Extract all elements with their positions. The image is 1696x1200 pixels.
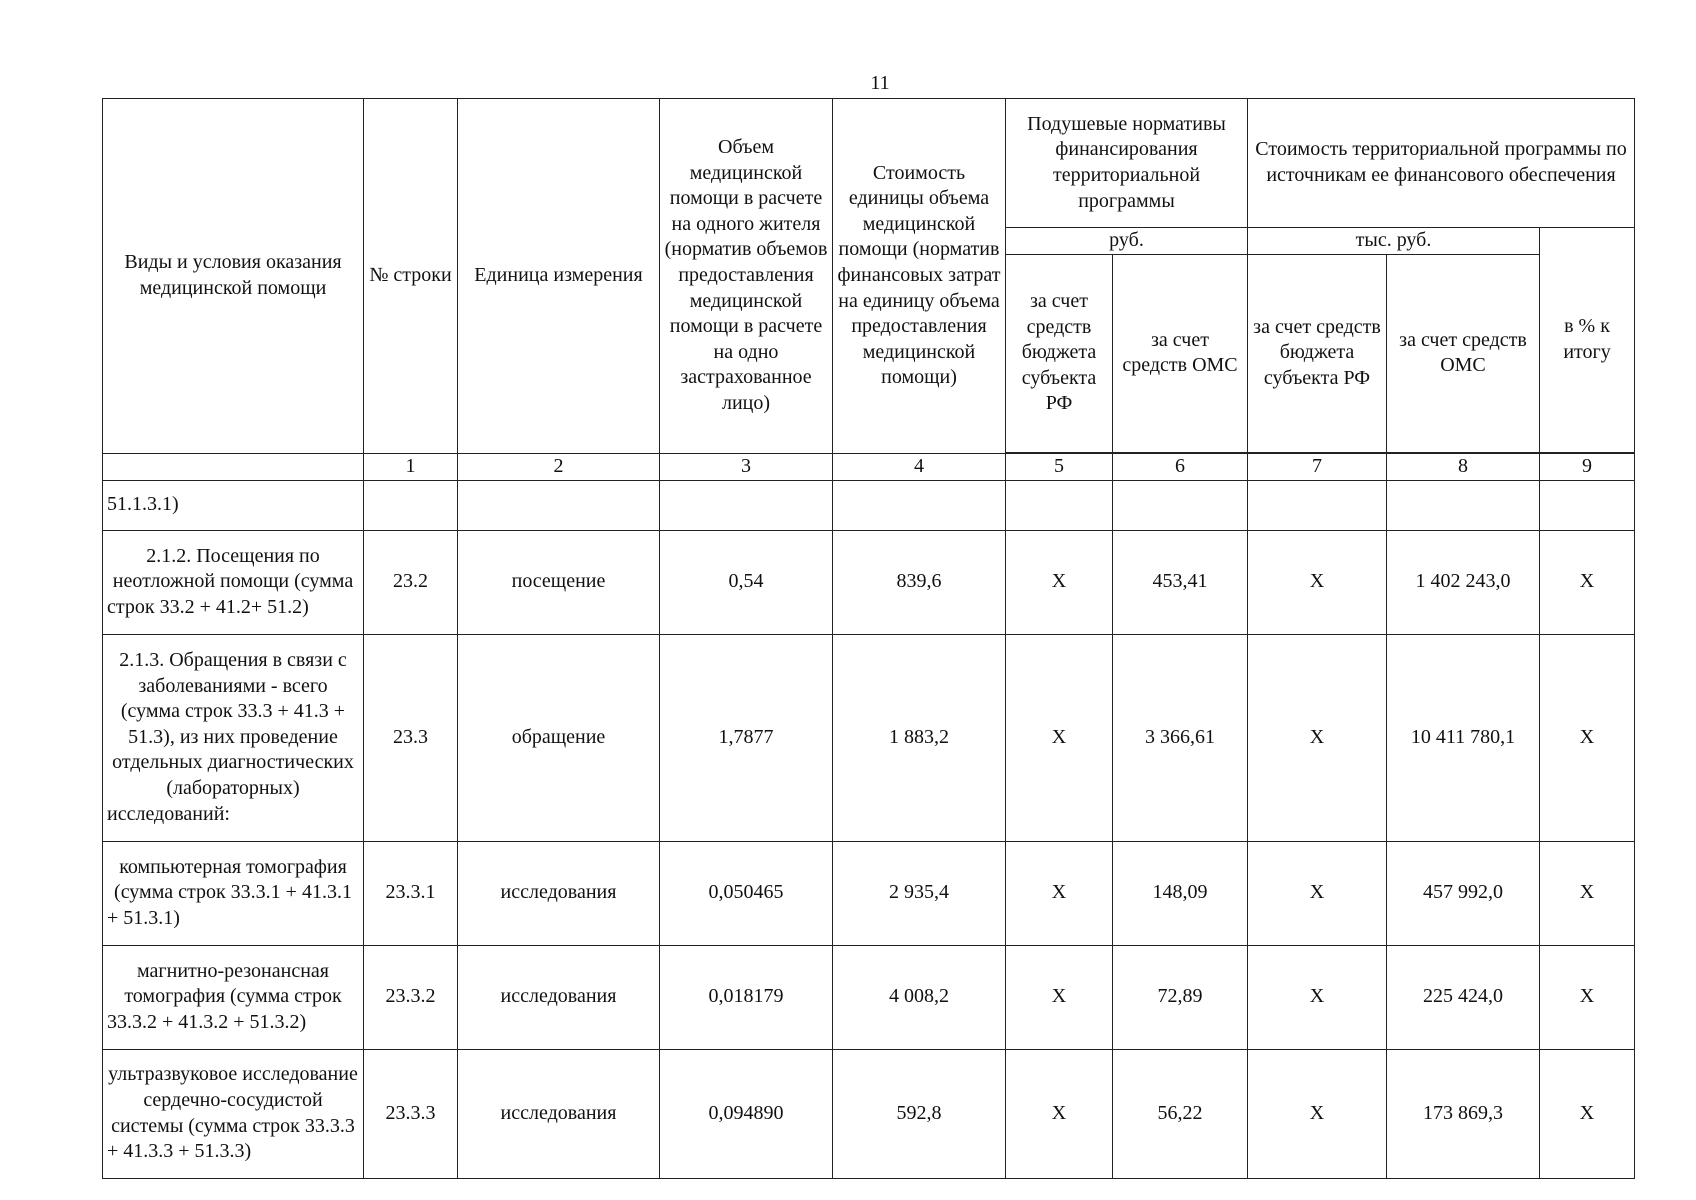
header-budget-rub: за счет средств бюджета субъекта РФ	[1006, 254, 1113, 452]
row-number: 23.3.1	[364, 841, 458, 945]
row-percent: X	[1540, 841, 1635, 945]
header-unit-rub: руб.	[1006, 228, 1248, 255]
header-volume: Объем медицинской помощи в расчете на одного жителя (норматив объемов предоставления медицинской помощи в расчете на одно застрахованное лицо)	[660, 99, 833, 454]
row-budget-rub	[1006, 480, 1113, 530]
row-kind: магнитно-резонансная томография (сумма строк 33.3.2 + 41.3.2 + 51.3.2)	[103, 945, 364, 1049]
row-unit: обращение	[458, 634, 660, 841]
row-volume: 0,54	[660, 530, 833, 634]
row-volume: 0,050465	[660, 841, 833, 945]
column-number: 8	[1387, 453, 1540, 480]
table-row	[103, 530, 1635, 634]
header-row-groups	[103, 99, 1635, 228]
row-unit: исследования	[458, 1049, 660, 1178]
header-per-capita: Подушевые нормативы финансирования территориальной программы	[1006, 99, 1248, 228]
row-unit: исследования	[458, 841, 660, 945]
row-percent: X	[1540, 1049, 1635, 1178]
row-percent: X	[1540, 634, 1635, 841]
row-budget-thousand: X	[1248, 530, 1387, 634]
column-number: 7	[1248, 453, 1387, 480]
row-budget-rub: X	[1006, 1049, 1113, 1178]
row-budget-rub: X	[1006, 530, 1113, 634]
row-budget-thousand: X	[1248, 945, 1387, 1049]
row-number: 23.3.2	[364, 945, 458, 1049]
row-cost: 839,6	[833, 530, 1006, 634]
row-oms-rub: 453,41	[1113, 530, 1248, 634]
row-number	[364, 480, 458, 530]
row-cost: 1 883,2	[833, 634, 1006, 841]
column-number: 5	[1006, 453, 1113, 480]
row-oms-thousand: 1 402 243,0	[1387, 530, 1540, 634]
header-program-cost: Стоимость территориальной программы по источникам ее финансового обеспечения	[1248, 99, 1635, 228]
row-oms-rub	[1113, 480, 1248, 530]
row-oms-thousand: 173 869,3	[1387, 1049, 1540, 1178]
header-kinds: Виды и условия оказания медицинской помощи	[103, 99, 364, 454]
table-row	[103, 841, 1635, 945]
row-volume: 0,018179	[660, 945, 833, 1049]
row-oms-thousand: 225 424,0	[1387, 945, 1540, 1049]
row-kind: 51.1.3.1)	[103, 480, 364, 530]
row-oms-thousand: 457 992,0	[1387, 841, 1540, 945]
header-cost: Стоимость единицы объема медицинской помощи (норматив финансовых затрат на единицу объема предоставления медицинской помощи)	[833, 99, 1006, 454]
row-unit	[458, 480, 660, 530]
row-volume: 0,094890	[660, 1049, 833, 1178]
header-unit-thousand-rub: тыс. руб.	[1248, 228, 1540, 255]
column-number: 4	[833, 453, 1006, 480]
row-oms-rub: 3 366,61	[1113, 634, 1248, 841]
row-oms-thousand: 10 411 780,1	[1387, 634, 1540, 841]
row-volume	[660, 480, 833, 530]
table-row	[103, 480, 1635, 530]
row-cost: 592,8	[833, 1049, 1006, 1178]
row-percent	[1540, 480, 1635, 530]
column-number: 6	[1113, 453, 1248, 480]
column-number: 9	[1540, 453, 1635, 480]
row-budget-thousand: X	[1248, 634, 1387, 841]
row-budget-thousand: X	[1248, 1049, 1387, 1178]
row-budget-thousand	[1248, 480, 1387, 530]
row-kind: компьютерная томография (сумма строк 33.3.1 + 41.3.1 + 51.3.1)	[103, 841, 364, 945]
row-oms-rub: 148,09	[1113, 841, 1248, 945]
row-cost: 4 008,2	[833, 945, 1006, 1049]
row-cost: 2 935,4	[833, 841, 1006, 945]
row-number: 23.3	[364, 634, 458, 841]
row-kind: 2.1.3. Обращения в связи с заболеваниями - всего (сумма строк 33.3 + 41.3 + 51.3), из них проведение отдельных диагностических (лабораторных) исследований:	[103, 634, 364, 841]
column-number	[103, 453, 364, 480]
table-row	[103, 634, 1635, 841]
row-budget-thousand: X	[1248, 841, 1387, 945]
row-oms-rub: 56,22	[1113, 1049, 1248, 1178]
row-percent: X	[1540, 530, 1635, 634]
row-cost	[833, 480, 1006, 530]
header-percent: в % к итогу	[1540, 228, 1635, 453]
table-row	[103, 945, 1635, 1049]
row-kind: ультразвуковое исследование сердечно-сосудистой системы (сумма строк 33.3.3 + 41.3.3 + 51.3.3)	[103, 1049, 364, 1178]
header-oms-rub: за счет средств ОМС	[1113, 254, 1248, 452]
header-unit: Единица измерения	[458, 99, 660, 454]
page-number: 11	[870, 72, 890, 94]
row-volume: 1,7877	[660, 634, 833, 841]
row-number: 23.2	[364, 530, 458, 634]
row-unit: посещение	[458, 530, 660, 634]
financing-table	[102, 98, 1635, 1179]
row-budget-rub: X	[1006, 841, 1113, 945]
row-budget-rub: X	[1006, 634, 1113, 841]
column-number: 2	[458, 453, 660, 480]
header-row-number: № строки	[364, 99, 458, 454]
row-number: 23.3.3	[364, 1049, 458, 1178]
row-oms-rub: 72,89	[1113, 945, 1248, 1049]
column-number: 3	[660, 453, 833, 480]
table-row	[103, 1049, 1635, 1178]
row-unit: исследования	[458, 945, 660, 1049]
row-kind: 2.1.2. Посещения по неотложной помощи (сумма строк 33.2 + 41.2+ 51.2)	[103, 530, 364, 634]
row-percent: X	[1540, 945, 1635, 1049]
column-numbers-row	[103, 453, 1635, 480]
row-oms-thousand	[1387, 480, 1540, 530]
header-oms-thousand: за счет средств ОМС	[1387, 254, 1540, 452]
header-budget-thousand: за счет средств бюджета субъекта РФ	[1248, 254, 1387, 452]
row-budget-rub: X	[1006, 945, 1113, 1049]
column-number: 1	[364, 453, 458, 480]
